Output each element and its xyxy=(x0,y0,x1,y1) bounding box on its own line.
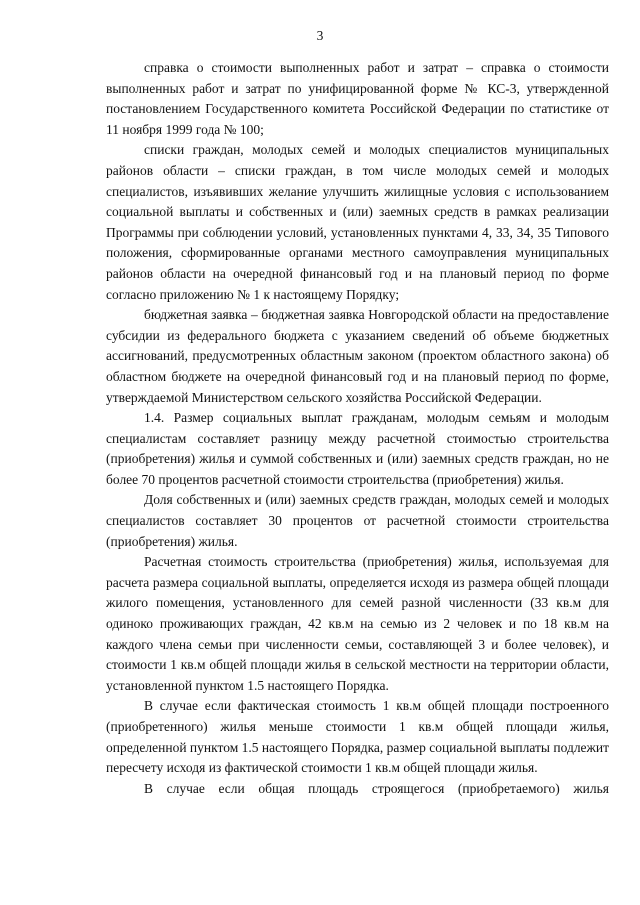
paragraph-definition-budget-request: бюджетная заявка – бюджетная заявка Новгородской области на предоставление субсидии из федерального бюджета с указанием сведений об объеме бюджетных ассигнований, предусмотренных областным законом (проектом областного закона) об областном бюджете на очередной финансовый год и на плановый период по форме, утверждаемой Министерством сельского хозяйства Российской Федерации. xyxy=(106,307,609,405)
paragraph-total-area-case: В случае если общая площадь строящегося (приобретаемого) жилья xyxy=(144,780,609,796)
paragraph-actual-cost-recalculation: В случае если фактическая стоимость 1 кв.м общей площади построенного (приобретенного) жилья меньше стоимости 1 кв.м общей площади жилья, определенной пунктом 1.5 настоящего Порядка, размер социальной выплаты подлежит пересчету исходя из фактической стоимости 1 кв.м общей площади жилья. xyxy=(106,698,610,776)
paragraph-definition-citizen-lists: списки граждан, молодых семей и молодых специалистов муниципальных районов области – списки граждан, в том числе молодых семей и молодых специалистов, изъявивших желание улучшить жилищные условия с использованием социальной выплаты и собственных и (или) заемных средств в рамках реализации Программы при соблюдении условий, установленных пунктами 4, 33, 34, 35 Типового положения, сформированные органами местного самоуправления муниципальных районов области на очередной финансовый год и на плановый период по форме согласно приложению № 1 к настоящему Порядку; xyxy=(106,142,609,302)
paragraph-own-funds-share: Доля собственных и (или) заемных средств граждан, молодых семей и молодых специалистов составляет 30 процентов от расчетной стоимости строительства (приобретения) жилья. xyxy=(106,492,609,549)
paragraph-estimated-cost: Расчетная стоимость строительства (приобретения) жилья, используемая для расчета размера социальной выплаты, определяется исходя из размера общей площади жилого помещения, установленного для семей разной численности (33 кв.м для одиноко проживающих граждан, 42 кв.м на семью из 2 человек и по 18 кв.м на каждого члена семьи при численности семьи, составляющей 3 и более человек), и стоимости 1 кв.м общей площади жилья в сельской местности на территории области, установленной пунктом 1.5 настоящего Порядка. xyxy=(106,554,609,693)
paragraph-clause-1-4: 1.4. Размер социальных выплат гражданам, молодым семьям и молодым специалистам составляет разницу между расчетной стоимостью строительства (приобретения) жилья и суммой собственных и (или) заемных средств граждан, но не более 70 процентов расчетной стоимости строительства (приобретения) жилья. xyxy=(106,410,609,487)
paragraph-definition-ks3-certificate: справка о стоимости выполненных работ и затрат – справка о стоимости выполненных работ и затрат по унифицированной форме № КС-3, утвержденной постановлением Государственного комитета Российской Федерации по статистике от 11 ноября 1999 года № 100; xyxy=(106,60,609,137)
document-body xyxy=(106,58,609,799)
page-number: 3 xyxy=(316,28,324,43)
